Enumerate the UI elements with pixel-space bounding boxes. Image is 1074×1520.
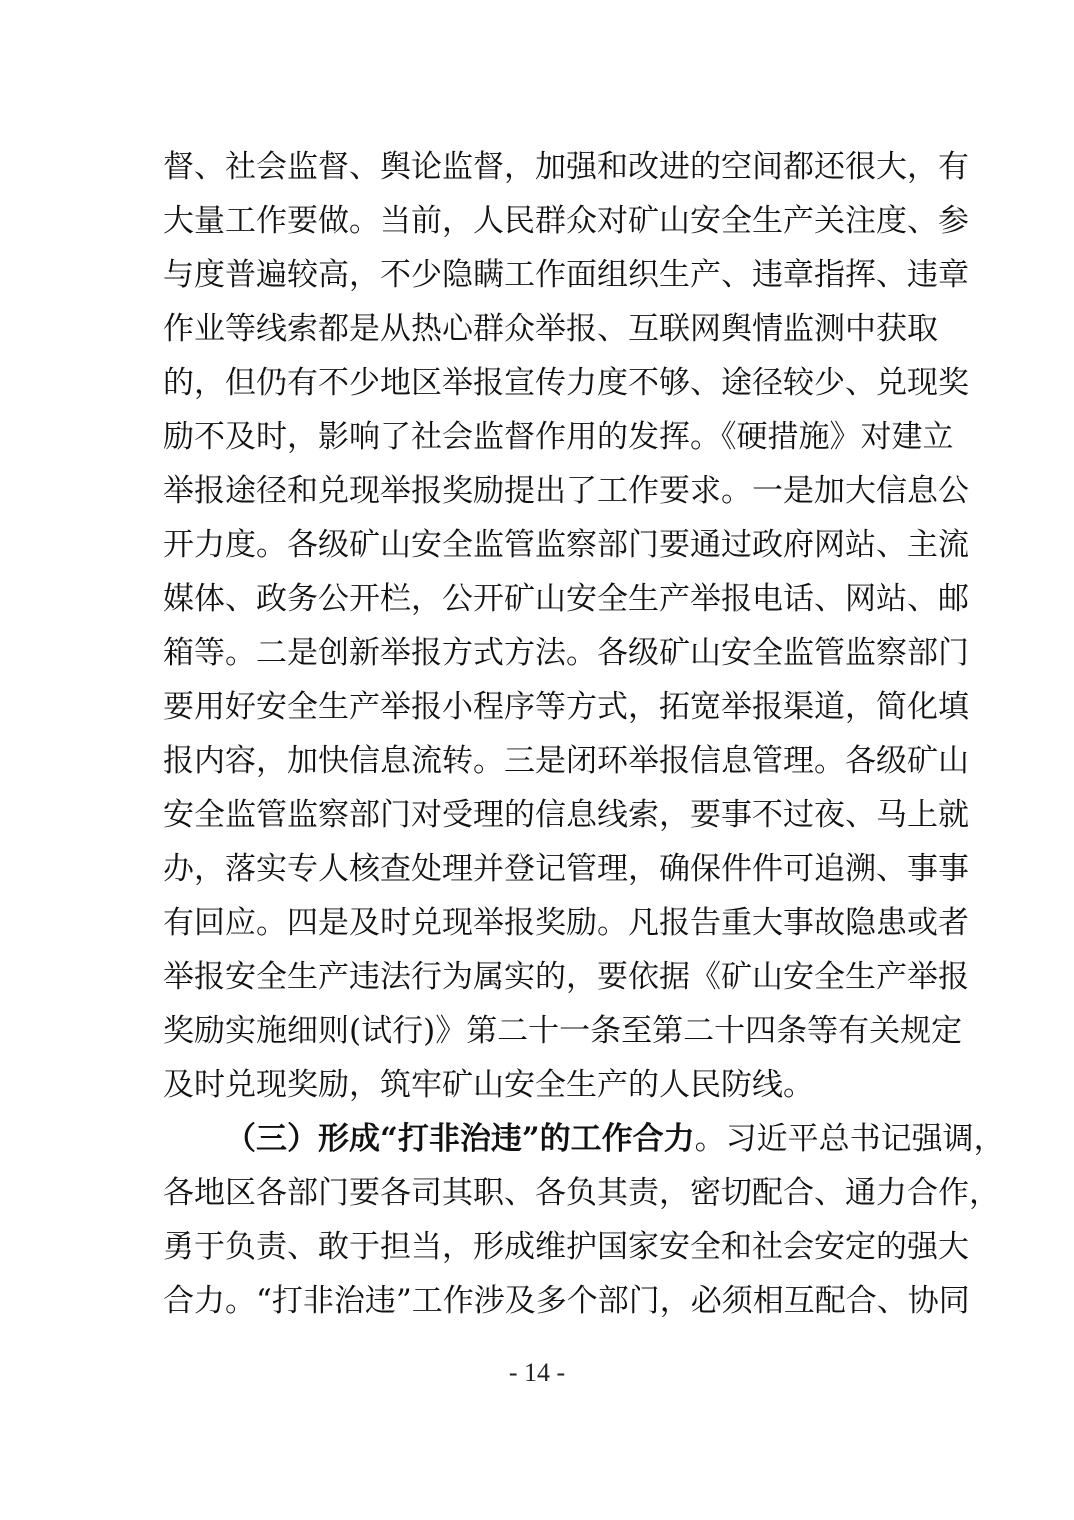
body-text <box>163 140 1005 1328</box>
text-line: 箱等。二是创新举报方式方法。各级矿山安全监管监察部门 <box>163 635 969 671</box>
text-line: 举报安全生产违法行为属实的，要依据《矿山安全生产举报 <box>163 959 969 995</box>
text-line: 开力度。各级矿山安全监管监察部门要通过政府网站、主流 <box>163 527 969 563</box>
section-heading-continuation: 。习近平总书记强调， <box>694 1121 1005 1157</box>
text-line: 举报途径和兑现举报奖励提出了工作要求。一是加大信息公 <box>163 473 969 509</box>
text-line: 督、社会监督、舆论监督，加强和改进的空间都还很大，有 <box>163 149 969 185</box>
text-line: 励不及时，影响了社会监督作用的发挥。《硬措施》对建立 <box>163 419 954 455</box>
section-heading-line <box>163 1112 1005 1166</box>
text-line: 作业等线索都是从热心群众举报、互联网舆情监测中获取 <box>163 311 938 347</box>
text-line: 合力。“打非治违”工作涉及多个部门，必须相互配合、协同 <box>163 1283 970 1319</box>
text-line: 及时兑现奖励，筑牢矿山安全生产的人民防线。 <box>163 1067 814 1103</box>
text-line: 勇于负责、敢于担当，形成维护国家安全和社会安定的强大 <box>163 1229 969 1265</box>
text-line: 要用好安全生产举报小程序等方式，拓宽举报渠道，简化填 <box>163 689 969 725</box>
section-heading: （三）形成“打非治违”的工作合力 <box>225 1121 695 1157</box>
text-line: 报内容，加快信息流转。三是闭环举报信息管理。各级矿山 <box>163 743 969 779</box>
text-line: 各地区各部门要各司其职、各负其责，密切配合、通力合作， <box>163 1175 1000 1211</box>
text-line: 安全监管监察部门对受理的信息线索，要事不过夜、马上就 <box>163 797 969 833</box>
page-number: - 14 - <box>508 1358 566 1387</box>
text-line: 奖励实施细则(试行)》第二十一条至第二十四条等有关规定 <box>163 1013 963 1049</box>
text-line: 媒体、政务公开栏，公开矿山安全生产举报电话、网站、邮 <box>163 581 969 617</box>
text-line: 的，但仍有不少地区举报宣传力度不够、途径较少、兑现奖 <box>163 365 969 401</box>
text-line: 大量工作要做。当前，人民群众对矿山安全生产关注度、参 <box>163 203 969 239</box>
text-line: 有回应。四是及时兑现举报奖励。凡报告重大事故隐患或者 <box>163 905 969 941</box>
text-line: 办，落实专人核查处理并登记管理，确保件件可追溯、事事 <box>163 851 969 887</box>
text-line: 与度普遍较高，不少隐瞒工作面组织生产、违章指挥、违章 <box>163 257 969 293</box>
